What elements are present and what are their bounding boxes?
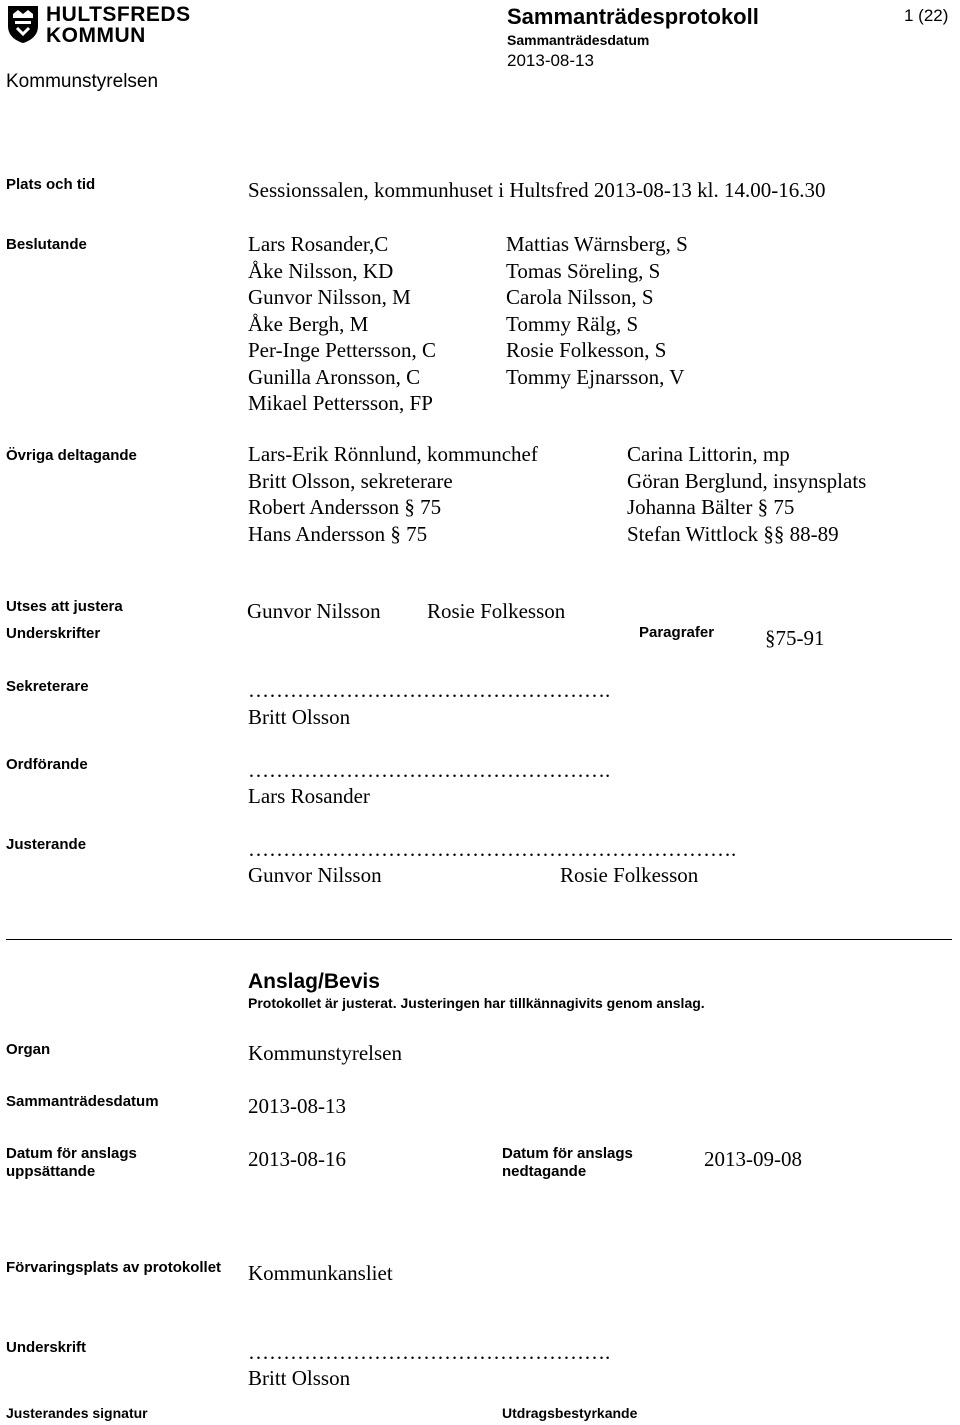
org-name: Kommunstyrelsen <box>6 71 159 92</box>
participant: Johanna Bälter § 75 <box>627 495 795 519</box>
organ-label: Organ <box>6 1041 51 1058</box>
member: Åke Nilsson, KD <box>248 258 394 283</box>
justerande-name1: Gunvor Nilsson <box>248 863 382 887</box>
participant: Stefan Wittlock §§ 88-89 <box>627 521 839 546</box>
participant: Robert Andersson § 75 <box>248 495 442 519</box>
underskrifter-label: Underskrifter <box>6 625 101 642</box>
anslag-text: Protokollet är justerat. Justeringen har tillkännagivits genom anslag. <box>248 995 705 1011</box>
paragrafer-value: §75-91 <box>765 626 825 650</box>
participant: Britt Olsson, sekreterare <box>248 468 453 493</box>
participant: Carina Littorin, mp <box>627 442 790 466</box>
header-date-label: Sammanträdesdatum <box>507 32 650 48</box>
utdragsbestyrkande-label: Utdragsbestyrkande <box>502 1405 638 1421</box>
beslutande-label: Beslutande <box>6 236 87 253</box>
underskrift-name: Britt Olsson <box>248 1366 351 1390</box>
datum-value: 2013-08-13 <box>248 1094 346 1118</box>
ovriga-col1 <box>248 441 538 547</box>
uppsattande-value: 2013-08-16 <box>248 1147 346 1171</box>
ovriga-label: Övriga deltagande <box>6 447 137 464</box>
justerande-label: Justerande <box>6 836 87 853</box>
member: Gunvor Nilsson, M <box>248 285 411 309</box>
paragrafer-label: Paragrafer <box>639 624 715 641</box>
ordforande-name: Lars Rosander <box>248 784 370 808</box>
nedtagande-label <box>502 1145 633 1181</box>
member: Per-Inge Pettersson, C <box>248 338 436 362</box>
crest-icon <box>6 4 40 44</box>
signature-line: ……………………………………………. <box>248 758 611 782</box>
justerande-name2: Rosie Folkesson <box>560 863 699 887</box>
plats-label: Plats och tid <box>6 176 96 193</box>
uppsattande-label-line1: Datum för anslags <box>6 1145 137 1162</box>
underskrift-label: Underskrift <box>6 1339 87 1356</box>
section-divider <box>6 939 952 940</box>
member: Mikael Pettersson, FP <box>248 391 433 415</box>
page-title: Sammanträdesprotokoll <box>507 4 759 29</box>
ordforande-label: Ordförande <box>6 756 88 773</box>
sekreterare-label: Sekreterare <box>6 678 89 695</box>
sekreterare-name: Britt Olsson <box>248 705 351 729</box>
member: Åke Bergh, M <box>248 311 369 336</box>
justera-name1: Gunvor Nilsson <box>247 599 381 623</box>
forvaring-label: Förvaringsplats av protokollet <box>6 1259 222 1276</box>
uppsattande-label-line2: uppsättande <box>6 1163 96 1180</box>
municipality-logo <box>6 3 191 47</box>
justerandes-signatur-label: Justerandes signatur <box>6 1405 148 1421</box>
participant: Lars-Erik Rönnlund, kommunchef <box>248 442 538 466</box>
member: Rosie Folkesson, S <box>506 338 667 362</box>
participant: Göran Berglund, insynsplats <box>627 468 867 493</box>
ovriga-col2 <box>627 441 866 547</box>
forvaring-value: Kommunkansliet <box>248 1261 393 1285</box>
plats-value: Sessionssalen, kommunhuset i Hultsfred 2013-08-13 kl. 14.00-16.30 <box>248 178 826 202</box>
anslag-title: Anslag/Bevis <box>248 970 380 993</box>
member: Tommy Ejnarsson, V <box>506 364 685 389</box>
member: Tomas Söreling, S <box>506 258 661 283</box>
datum-label: Sammanträdesdatum <box>6 1093 159 1110</box>
nedtagande-label-line1: Datum för anslags <box>502 1145 633 1162</box>
member: Tommy Rälg, S <box>506 311 639 336</box>
page-number: 1 (22) <box>904 6 949 25</box>
member: Gunilla Aronsson, C <box>248 364 421 389</box>
organ-value: Kommunstyrelsen <box>248 1041 402 1065</box>
justera-name2: Rosie Folkesson <box>427 599 566 623</box>
member: Mattias Wärnsberg, S <box>506 232 688 256</box>
member: Lars Rosander,C <box>248 232 389 256</box>
signature-line: ……………………………………………. <box>248 1340 611 1364</box>
logo-line1: HULTSFREDS <box>46 3 191 26</box>
member: Carola Nilsson, S <box>506 285 654 309</box>
signature-line: ……………………………………………. <box>248 678 611 702</box>
nedtagande-value: 2013-09-08 <box>704 1147 802 1171</box>
logo-line2: KOMMUN <box>46 24 146 47</box>
justera-label: Utses att justera <box>6 598 123 615</box>
beslutande-col1 <box>248 231 436 417</box>
beslutande-col2 <box>506 231 688 390</box>
header-date: 2013-08-13 <box>507 51 594 70</box>
participant: Hans Andersson § 75 <box>248 521 428 546</box>
uppsattande-label <box>6 1145 137 1181</box>
nedtagande-label-line2: nedtagande <box>502 1163 587 1180</box>
signature-line: ……………………………………………………………. <box>248 837 737 861</box>
